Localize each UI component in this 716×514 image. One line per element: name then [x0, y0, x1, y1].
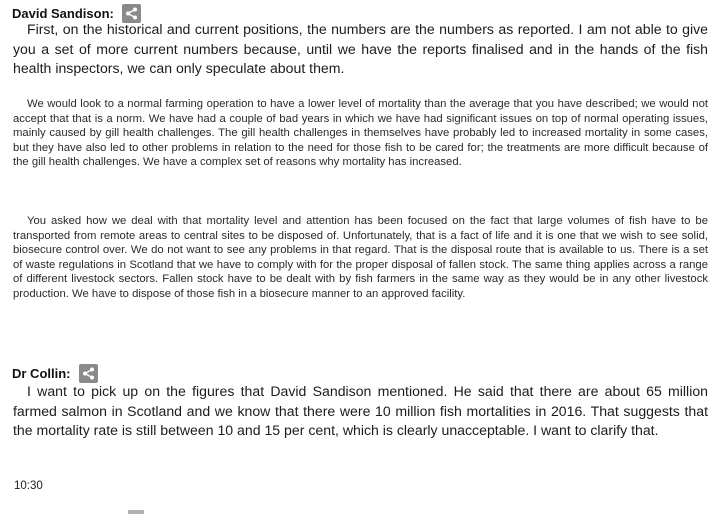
speech-paragraph: You asked how we deal with that mortality level and attention has been focused on the fact that large volumes of fish have to be transported from remote areas to central sites to be disposed of. Unfortunately, that is a fact of life and it is one that we wish to see solid, biosecure control over. We do not want to see any problems in that regard. That is the disposal route that is available to us. There is a set of waste regulations in Scotland that we have to comply with for the proper disposal of fallen stock. The same thing applies across a range of different livestock sectors. Fallen stock have to be dealt with by fish farmers in the same way as they would be in any other livestock production. We have to dispose of those fish in a biosecure manner to an approved facility. [13, 215, 708, 300]
speaker-label: Dr Collin: [12, 366, 71, 381]
speech-paragraph: We would look to a normal farming operation to have a lower level of mortality than the average that you have described; we would not accept that that is a norm. We have had a couple of bad years in which we have had significant issues on top of normal operating issues, mainly caused by gill health challenges. The gill health challenges in themselves have probably led to increased mortality in some cases, but they have also led to other problems in relation to the need for those fish to be cared for; the treatments are more difficult because of the gill health challenges. We have a complex set of reasons why mortality has increased. [13, 98, 708, 169]
speaker-name-dr-collin [12, 364, 98, 383]
share-icon[interactable] [128, 510, 144, 514]
share-icon[interactable] [79, 364, 98, 383]
speech-paragraph: First, on the historical and current positions, the numbers are the numbers as reported. I am not able to give you a set of more current numbers because, until we have the reports finalised and in the hands of the fish health inspectors, we can only speculate about them. [13, 21, 708, 77]
speaker-label: David Sandison: [12, 6, 114, 21]
timestamp: 10:30 [14, 480, 43, 492]
speech-paragraph: I want to pick up on the figures that David Sandison mentioned. He said that there are about 65 million farmed salmon in Scotland and we know that there were 10 million fish mortalities in 2016. That suggests that the mortality rate is still between 10 and 15 per cent, which is clearly unacceptable. I want to clarify that. [13, 383, 708, 439]
